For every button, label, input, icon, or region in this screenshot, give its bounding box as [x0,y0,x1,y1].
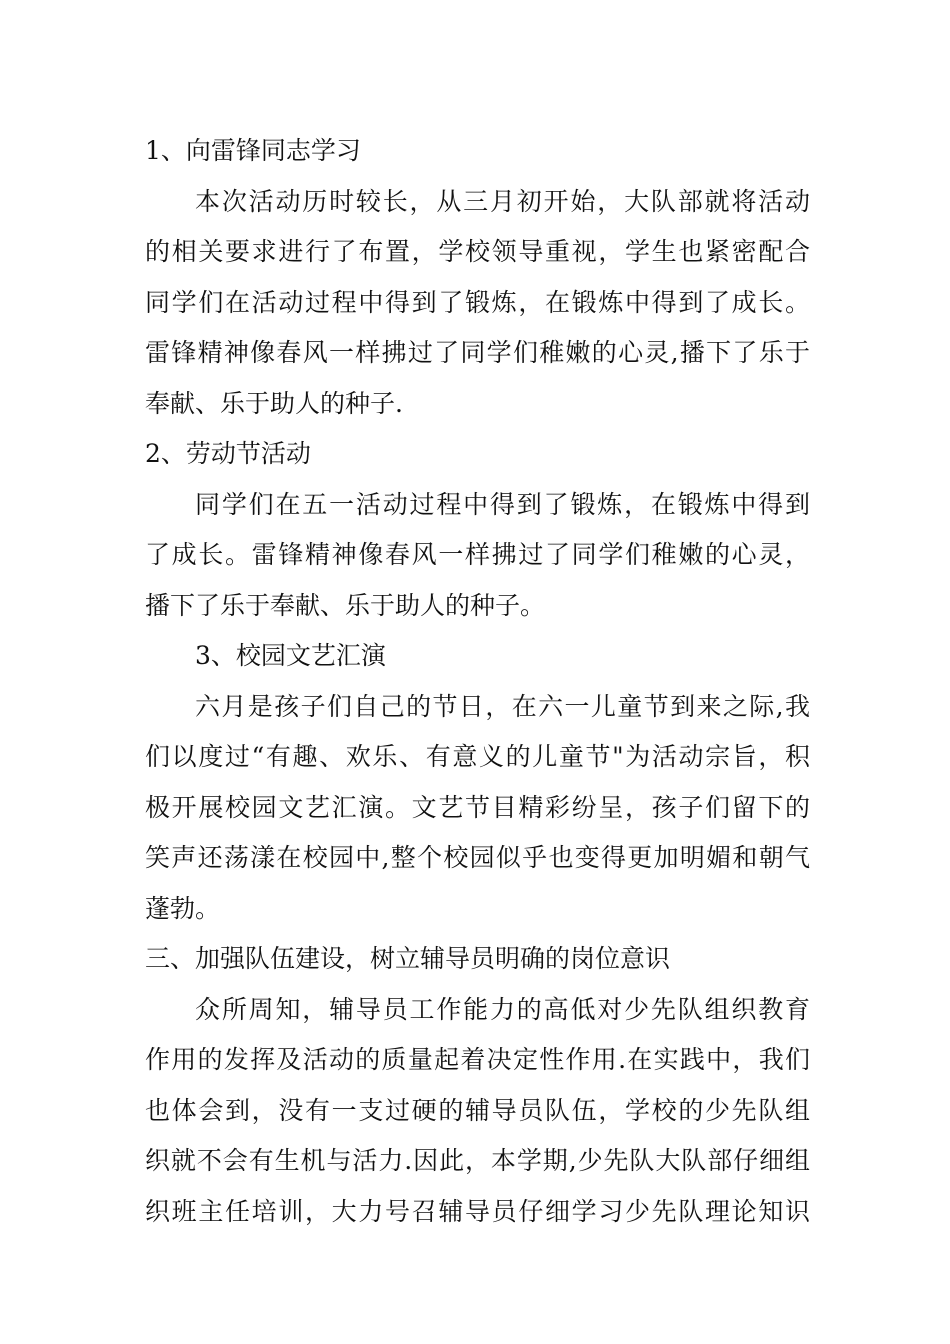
text-line: 奉献、乐于助人的种子. [145,388,403,418]
text-line: 六月是孩子们自己的节日，在六一儿童节到来之际,我 [195,691,810,721]
text-line: 作用的发挥及活动的质量起着决定性作用.在实践中，我们 [145,1045,810,1074]
text-line: 众所周知，辅导员工作能力的高低对少先队组织教育 [195,994,810,1024]
text-line: 同学们在五一活动过程中得到了锻炼，在锻炼中得到 [195,489,810,519]
text-line: 雷锋精神像春风一样拂过了同学们稚嫩的心灵,播下了乐于 [145,338,810,367]
text-line: 3、校园文艺汇演 [195,641,386,670]
text-line: 织就不会有生机与活力.因此，本学期,少先队大队部仔细组 [145,1146,810,1175]
text-line: 2、劳动节活动 [145,439,311,468]
text-line: 了成长。雷锋精神像春风一样拂过了同学们稚嫩的心灵， [145,540,810,569]
text-line: 三、加强队伍建设，树立辅导员明确的岗位意识 [145,944,671,973]
text-line: 播下了乐于奉献、乐于助人的种子。 [145,590,546,620]
text-line: 1、向雷锋同志学习 [145,136,361,165]
text-line: 同学们在活动过程中得到了锻炼，在锻炼中得到了成长。 [145,287,810,317]
text-line: 蓬勃。 [145,893,221,923]
document-body [145,126,810,1237]
text-line: 织班主任培训，大力号召辅导员仔细学习少先队理论知识 [145,1196,810,1226]
text-line: 笑声还荡漾在校园中,整个校园似乎也变得更加明媚和朝气 [145,843,810,872]
text-line: 也体会到，没有一支过硬的辅导员队伍，学校的少先队组 [145,1095,810,1125]
text-line: 极开展校园文艺汇演。文艺节目精彩纷呈，孩子们留下的 [145,792,810,822]
text-line: 本次活动历时较长，从三月初开始，大队部就将活动 [195,186,810,216]
text-line: 们以度过“有趣、欢乐、有意义的儿童节"为活动宗旨，积 [145,742,810,771]
text-line: 的相关要求进行了布置，学校领导重视，学生也紧密配合 [145,237,810,266]
